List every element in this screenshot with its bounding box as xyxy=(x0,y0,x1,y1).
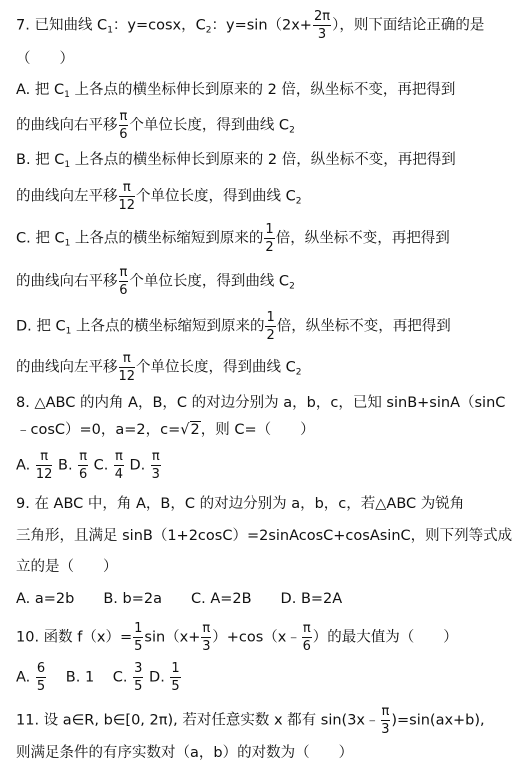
q8-stem-line1: 8. △ABC 的内角 A，B，C 的对边分别为 a，b，c，已知 sinB+sinA（sinC xyxy=(16,395,506,411)
q11-stem: 11. 设 a∈R, b∈[0, 2π), 若对任意实数 x 都有 sin(3x﹣ $\frac{\pi}{3}$ )=sin(ax+b), xyxy=(16,704,485,737)
q7-answer-paren: （ ） xyxy=(16,51,74,67)
q7-option-d-line1: D. 把 $C_1$ 上各点的横坐标缩短到原来的 $\frac{1}{2}$ 倍，纵坐标不变，再把得到 xyxy=(16,310,451,343)
q7-fraction: $\frac{2\pi}{3}$ xyxy=(313,9,331,42)
q10-options: A. $\frac{6}{5}$ B. 1 C. $\frac{3}{5}$ D. $\frac{1}{5}$ xyxy=(16,661,180,694)
q8-options: A. $\frac{\pi}{12}$ B. $\frac{\pi}{6}$ C. $\frac{\pi}{4}$ D. $\frac{\pi}{3}$ xyxy=(16,449,160,482)
q9-options: A. a=2b B. b=2a C. A=2B D. B=2A xyxy=(16,591,343,607)
q7-option-a-line2: 的曲线向右平移 $\frac{\pi}{6}$ 个单位长度，得到曲线 $C_2$ xyxy=(16,109,295,142)
q8-sqrt: √2 xyxy=(180,422,200,438)
q9-stem-line1: 9. 在 ABC 中，角 A，B，C 的对边分别为 a，b，c，若△ABC 为锐角 xyxy=(16,496,465,512)
q7-stem: 7. 已知曲线 $C_1$：y=cosx，$C_2$：y=sin（2x+ $\frac{2\pi}{3}$ ），则下面结论正确的是 xyxy=(16,9,485,42)
q8-stem-line2: ﹣cosC）=0，a=2，c=√2，则 C=（ ） xyxy=(16,422,315,438)
q7-option-b-line2: 的曲线向左平移 $\frac{\pi}{12}$ 个单位长度，得到曲线 $C_2$ xyxy=(16,180,302,213)
q11-stem-line2: 则满足条件的有序实数对（a，b）的对数为（ ） xyxy=(16,745,354,761)
q9-stem-line2: 三角形，且满足 sinB（1+2cosC）=2sinAcosC+cosAsinC，则下列等式成 xyxy=(16,528,513,544)
q10-stem: 10. 函数 f（x）= $\frac{1}{5}$ sin（x+ $\frac{\pi}{3}$ ）+cos（x﹣ $\frac{\pi}{6}$ ）的最大值为（ ） xyxy=(16,621,458,654)
q7-option-b-line1: B. 把 $C_1$ 上各点的横坐标伸长到原来的 2 倍，纵坐标不变，再把得到 xyxy=(16,152,456,170)
q7-option-c-line1: C. 把 $C_1$ 上各点的横坐标缩短到原来的 $\frac{1}{2}$ 倍，纵坐标不变，再把得到 xyxy=(16,222,450,255)
q7-option-d-line2: 的曲线向左平移 $\frac{\pi}{12}$ 个单位长度，得到曲线 $C_2$ xyxy=(16,351,302,384)
q7-option-c-line2: 的曲线向右平移 $\frac{\pi}{6}$ 个单位长度，得到曲线 $C_2$ xyxy=(16,265,295,298)
q9-stem-line3: 立的是（ ） xyxy=(16,559,118,575)
q7-option-a-line1: A. 把 $C_1$ 上各点的横坐标伸长到原来的 2 倍，纵坐标不变，再把得到 xyxy=(16,82,456,100)
